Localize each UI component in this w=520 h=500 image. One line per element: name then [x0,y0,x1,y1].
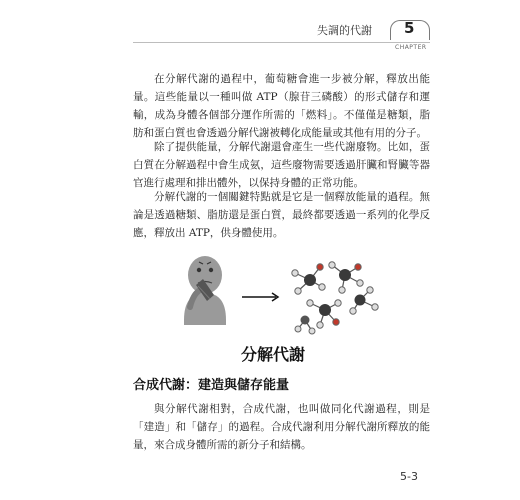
paragraph-catabolism-key-point: 分解代謝的一個關鍵特點就是它是一個釋放能量的過程。無論是透過糖類、脂肪還是蛋白質，最終都要透過一系列的化學反應，釋放出 ATP，供身體使用。 [133,191,430,239]
section-heading: 合成代謝：建造與儲存能量 [133,378,290,393]
chapter-number: 5 [404,19,415,37]
chapter-label: CHAPTER [395,44,427,51]
molecule-atoms [292,262,378,334]
page-number: 5-3 [400,470,418,483]
person-eating-icon [184,256,226,325]
arrow-right-icon [242,293,278,301]
paragraph-catabolism-energy: 在分解代謝的過程中，葡萄糖會進一步被分解，釋放出能量。這些能量以一種叫做 ATP（腺苷三磷酸）的形式儲存和運輸，成為身體各個部分運作所需的「燃料」。不僅僅是糖類，脂肪和蛋白質也會透過分解代謝被轉化成能量或其他有用的分子。 [133,73,430,139]
figure-caption: 分解代謝 [241,345,306,364]
header-rule [133,42,430,43]
paragraph-anabolism: 與分解代謝相對，合成代謝，也叫做同化代謝過程，則是「建造」和「儲存」的過程。合成代謝利用分解代謝所釋放的能量，來合成身體所需的新分子和結構。 [133,403,430,451]
chapter-title: 失調的代謝 [317,24,372,37]
paragraph-catabolism-waste: 除了提供能量，分解代謝還會產生一些代謝廢物。比如，蛋白質在分解過程中會生成氨，這些廢物需要透過肝臟和腎臟等器官進行處理和排出體外，以保持身體的正常功能。 [133,141,430,189]
page-header [0,0,520,51]
